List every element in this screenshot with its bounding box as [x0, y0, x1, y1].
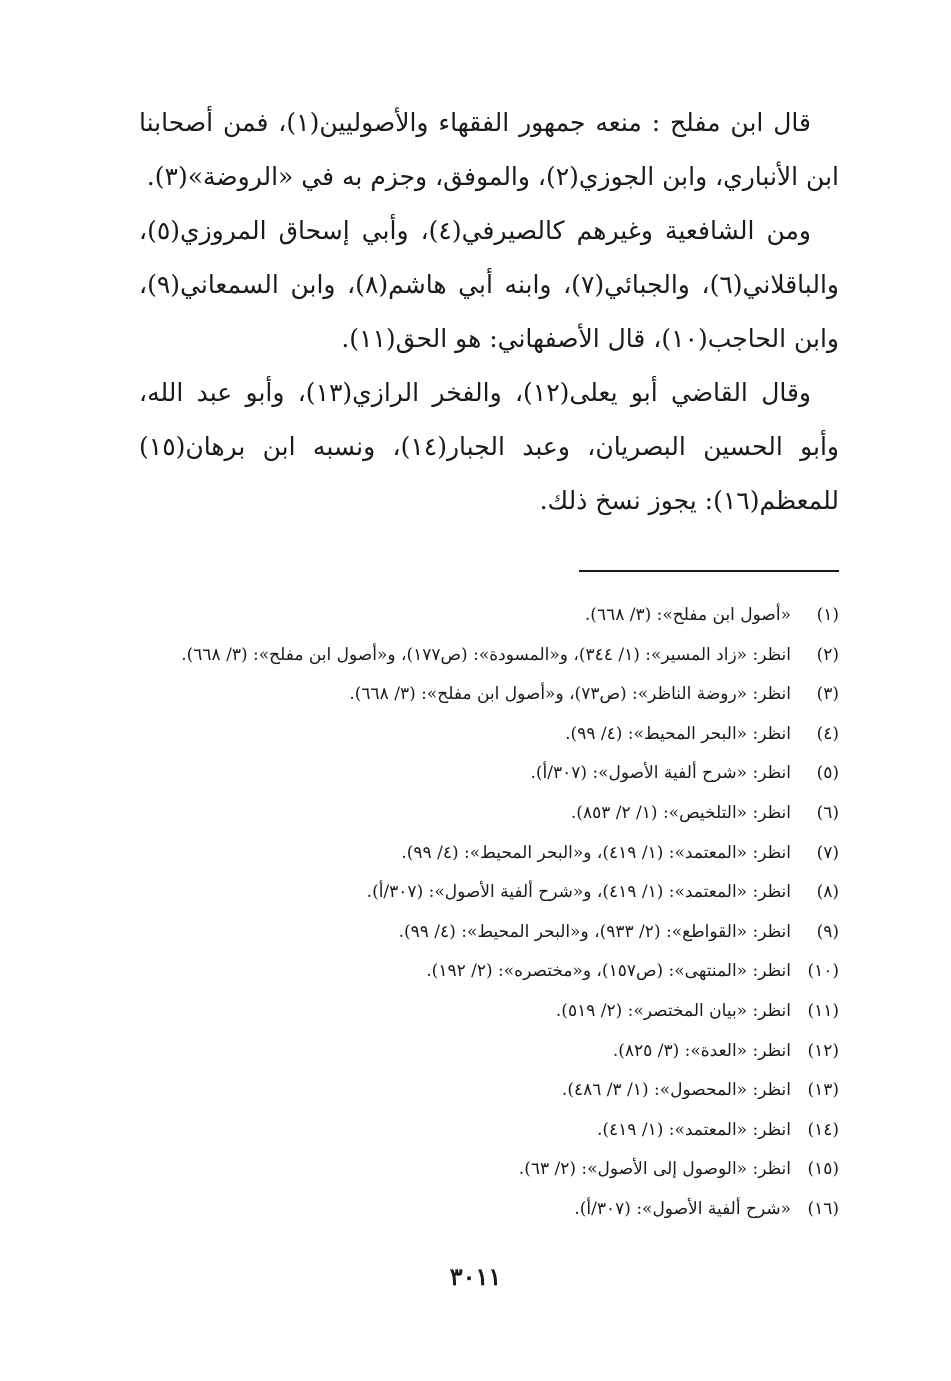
footnote-number: (٩) — [816, 921, 839, 942]
paragraph: ومن الشافعية وغيرهم كالصيرفي(٤)، وأبي إسحاق المروزي(٥)، والباقلاني(٦)، والجبائي(٧)، وابنه أبي هاشم(٨)، وابن السمعاني(٩)، وابن الحاجب(١٠)، قال الأصفهاني: هو الحق(١١). — [139, 216, 839, 353]
footnote-number: (٤) — [816, 723, 839, 744]
footnote-number: (١) — [816, 605, 839, 625]
footnote-text: انظر: «البحر المحيط»: (٤/ ٩٩). — [565, 723, 791, 744]
footnote-item — [119, 873, 839, 913]
footnote-item — [119, 754, 839, 794]
footnote-text: انظر: «المعتمد»: (١/ ٤١٩)، و«شرح ألفية الأصول»: (٣٠٧/أ). — [366, 882, 791, 903]
paragraph: قال ابن مفلح : منعه جمهور الفقهاء والأصوليين(١)، فمن أصحابنا ابن الأنباري، وابن الجوزي(٢)، والموفق، وجزم به في «الروضة»(٣). — [139, 108, 839, 191]
footnote-number: (٧) — [816, 842, 839, 863]
footnote-text: انظر: «المعتمد»: (١/ ٤١٩)، و«البحر المحيط»: (٤/ ٩٩). — [401, 842, 791, 863]
footnote-text: انظر: «بيان المختصر»: (٢/ ٥١٩). — [555, 1000, 791, 1021]
footnote-text: انظر: «زاد المسير»: (١/ ٣٤٤)، و«المسودة»: (ص١٧٧)، و«أصول ابن مفلح»: (٣/ ٦٦٨). — [181, 644, 791, 665]
footnote-number: (٦) — [816, 802, 839, 823]
main-text — [139, 96, 839, 528]
footnote-item — [119, 636, 839, 676]
footnote-text: انظر: «القواطع»: (٢/ ٩٣٣)، و«البحر المحيط»: (٤/ ٩٩). — [398, 921, 791, 942]
footnote-number: (١٥) — [807, 1159, 839, 1180]
page-number: ٣٠١١ — [449, 1262, 502, 1291]
footnote-text: انظر: «التلخيص»: (١/ ٢/ ٨٥٣). — [570, 802, 791, 823]
footnote-text: انظر: «المنتهى»: (ص١٥٧)، و«مختصره»: (٢/ ١٩٢). — [426, 961, 791, 982]
footnotes-list — [119, 596, 839, 1230]
footnote-item — [119, 1111, 839, 1151]
footnote-item — [119, 992, 839, 1032]
footnote-number: (١١) — [807, 1000, 839, 1021]
footnote-number: (١٤) — [807, 1119, 839, 1140]
footnote-text: انظر: «الوصول إلى الأصول»: (٢/ ٦٣). — [518, 1159, 791, 1180]
footnote-number: (١٠) — [807, 961, 839, 982]
footnote-text: انظر: «شرح ألفية الأصول»: (٣٠٧/أ). — [530, 763, 791, 784]
paragraph: وقال القاضي أبو يعلى(١٢)، والفخر الرازي(١٣)، وأبو عبد الله، وأبو الحسين البصريان، وعبد الجبار(١٤)، ونسبه ابن برهان(١٥) للمعظم(١٦): يجوز نسخ ذلك. — [139, 378, 840, 515]
footnote-item — [119, 1190, 839, 1230]
footnote-item — [119, 596, 839, 636]
footnote-text: «شرح ألفية الأصول»: (٣٠٧/أ). — [574, 1198, 791, 1219]
footnote-item — [119, 952, 839, 992]
footnote-item — [119, 1032, 839, 1072]
footnote-number: (٢) — [816, 644, 839, 665]
footnote-text: «أصول ابن مفلح»: (٣/ ٦٦٨). — [584, 605, 791, 625]
footnote-item — [119, 1150, 839, 1190]
footnote-text: انظر: «المحصول»: (١/ ٣/ ٤٨٦). — [561, 1080, 791, 1101]
footnote-item — [119, 834, 839, 874]
footnote-number: (١٦) — [807, 1198, 839, 1219]
footnote-number: (٥) — [816, 763, 839, 784]
footnote-text: انظر: «العدة»: (٣/ ٨٢٥). — [612, 1040, 791, 1061]
footnote-text: انظر: «المعتمد»: (١/ ٤١٩). — [596, 1119, 791, 1140]
footnote-item — [119, 913, 839, 953]
footnote-item — [119, 715, 839, 755]
footnote-number: (٣) — [816, 684, 839, 705]
footnote-number: (١٢) — [807, 1040, 839, 1061]
footnote-text: انظر: «روضة الناظر»: (ص٧٣)، و«أصول ابن مفلح»: (٣/ ٦٦٨). — [349, 684, 791, 705]
footnote-item — [119, 675, 839, 715]
footnote-divider — [579, 570, 839, 572]
footnote-number: (١٣) — [807, 1080, 839, 1101]
footnote-item — [119, 1071, 839, 1111]
footnote-item — [119, 794, 839, 834]
footnote-number: (٨) — [816, 882, 839, 903]
